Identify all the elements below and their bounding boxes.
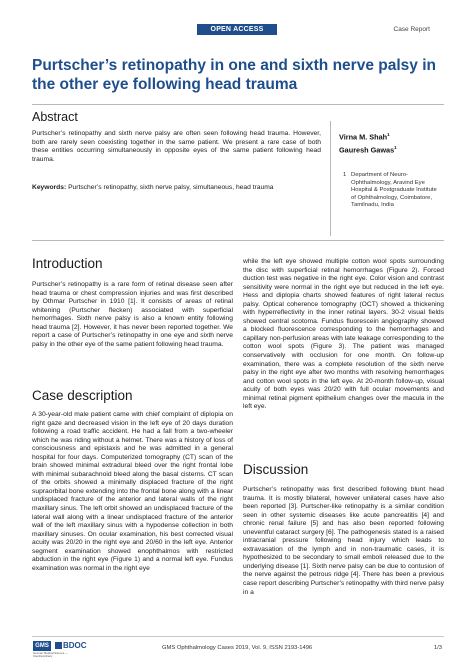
abstract-text: Purtscher’s retinopathy and sixth nerve palsy are often seen following head trauma. However, both are rarely seen coexisting together in the same patient. We present a rare case of both these entities occurring simultaneously in opposite eyes of the same patient following head trauma. bbox=[32, 130, 321, 163]
keywords bbox=[32, 184, 321, 193]
affiliation-number: 1 bbox=[343, 172, 347, 178]
footer-divider bbox=[32, 636, 444, 637]
author-affil-mark: 1 bbox=[387, 132, 390, 137]
case-description-text: A 30-year-old male patient came with chief complaint of diplopia on right gaze and decreased vision in the left eye of 20 days duration following a road traffic accident. He had a fall from a two-wheeler which he was riding without a helmet. There was a history of loss of consciousness and epistaxis and he was admitted in a general hospital for four days. Computerized tomography (CT) scan of the brain showed minimal extradural bleed over the right frontal lobe with minimal subarachnoid bleed along the basal cisterns. CT scan of the orbits showed a minimally displaced fracture of the right supraorbital bone extending into the frontal bone along with a linear undisplaced fracture of the anterior and lateral walls of the right maxillary sinus. The left orbit showed an undisplaced fracture of the lateral wall along with a linear undisplaced fracture of the anterior wall of the left maxillary sinus with a hypodense collection in both maxillary sinuses. On ocular examination, his best corrected visual acuity was 20/20 in the right eye and 20/60 in the left eye. Anterior segment examination showed enophthalmos with restricted abduction in the right eye (Figure 1) and a normal left eye. Fundus examination was normal in the right eye bbox=[32, 411, 233, 572]
open-access-badge: OPEN ACCESS bbox=[197, 24, 277, 35]
gms-logo-subtitle: German Medical Science — Interdisciplinary bbox=[33, 651, 68, 658]
abstract-divider bbox=[32, 240, 444, 241]
author-name: Gauresh Gawas bbox=[339, 145, 395, 155]
document-type: Case Report bbox=[393, 26, 430, 33]
journal-citation: GMS Ophthalmology Cases 2019, Vol. 9, ISSN 2193-1496 bbox=[162, 645, 313, 651]
bdoc-square-icon bbox=[55, 642, 62, 649]
bdoc-logo bbox=[55, 641, 87, 651]
keywords-label: Keywords: bbox=[32, 184, 67, 191]
gms-logo: GMS bbox=[33, 641, 51, 651]
page-number: 1/3 bbox=[433, 645, 442, 651]
bdoc-logo-text: BDOC bbox=[63, 641, 87, 650]
case-description-continued: while the left eye showed multiple cotton wool spots surrounding the disc with superficial retinal hemorrhages (Figure 2). Forced duction test was negative in the right eye. Color vision and contrast sensitivity were normal in the right eye but reduced in the left eye. Hess and diplopia charts showed features of right lateral rectus palsy. Optical coherence tomography (OCT) showed a thickening with hyperreflectivity in the inner retinal layers. 30-2 visual fields showed central scotoma. Fundus fluorescein angiography showed a blocked fluorescence corresponding to the hemorrhages and capillary non-perfusion areas with late leakage corresponding to the cotton wool spots (Figure 3). The patient was managed conservatively with occlusion for one month. On follow-up examination, there was a complete resolution of the sixth nerve palsy in the right eye after two months with resolving hemorrhages and cotton wool spots in the left eye. At 20-month follow-up, visual acuity of both eyes was 20/20 with full ocular movements and minimal retinal pigment epithelium changes over the macula in the left eye. bbox=[243, 258, 444, 411]
author-2 bbox=[339, 145, 397, 154]
introduction-heading: Introduction bbox=[32, 256, 103, 271]
author-1 bbox=[339, 132, 390, 141]
author-affil-mark: 1 bbox=[394, 145, 397, 150]
authors-divider bbox=[330, 121, 331, 236]
case-description-heading: Case description bbox=[32, 388, 133, 403]
title-divider bbox=[32, 104, 444, 105]
abstract-heading: Abstract bbox=[32, 110, 78, 124]
affiliation-text: Department of Neuro-Ophthalmology, Aravind Eye Hospital & Postgraduate Institute of Ophthalmology, Coimbatore, Tamilnadu, India bbox=[351, 172, 437, 209]
discussion-text: Purtscher’s retinopathy was first described following blunt head trauma. It is mostly bilateral, however unilateral cases have also been reported [3]. Purtscher-like retinopathy is a similar condition seen in other systemic diseases like acute pancreatitis [4] and chronic renal failure [5] and has also been reported following uneventful cataract surgery [6]. The pathogenesis stated is a raised intracranial pressure following head injury which leads to extravasation of the lymph and in non-traumatic cases, it is hypothesized to be secondary to small emboli released due to the underlying disease [1]. Sixth nerve palsy can be due to contusion of the nerve against the petrous ridge [4]. There has been a previous case report describing Purtscher’s retinopathy with third nerve palsy in a bbox=[243, 486, 444, 596]
article-title: Purtscher’s retinopathy in one and sixth nerve palsy in the other eye following head trauma bbox=[32, 57, 436, 93]
discussion-heading: Discussion bbox=[243, 462, 309, 477]
introduction-text: Purtscher’s retinopathy is a rare form of retinal disease seen after head trauma or chest compression injuries and was first described by Othmar Purtscher in 1910 [1]. It consists of areas of retinal whitening (Purtscher flecken) associated with superficial hemorrhages. Sixth nerve palsy is also a known entity following head trauma [2]. However, it has never been reported together. We report a case of Purtscher’s retinopathy in one eye and sixth nerve palsy in the other eye of the same patient following head trauma. bbox=[32, 281, 233, 348]
author-name: Virna M. Shah bbox=[339, 132, 388, 142]
keywords-text: Purtscher’s retinopathy, sixth nerve palsy, simultaneous, head trauma bbox=[68, 184, 274, 191]
